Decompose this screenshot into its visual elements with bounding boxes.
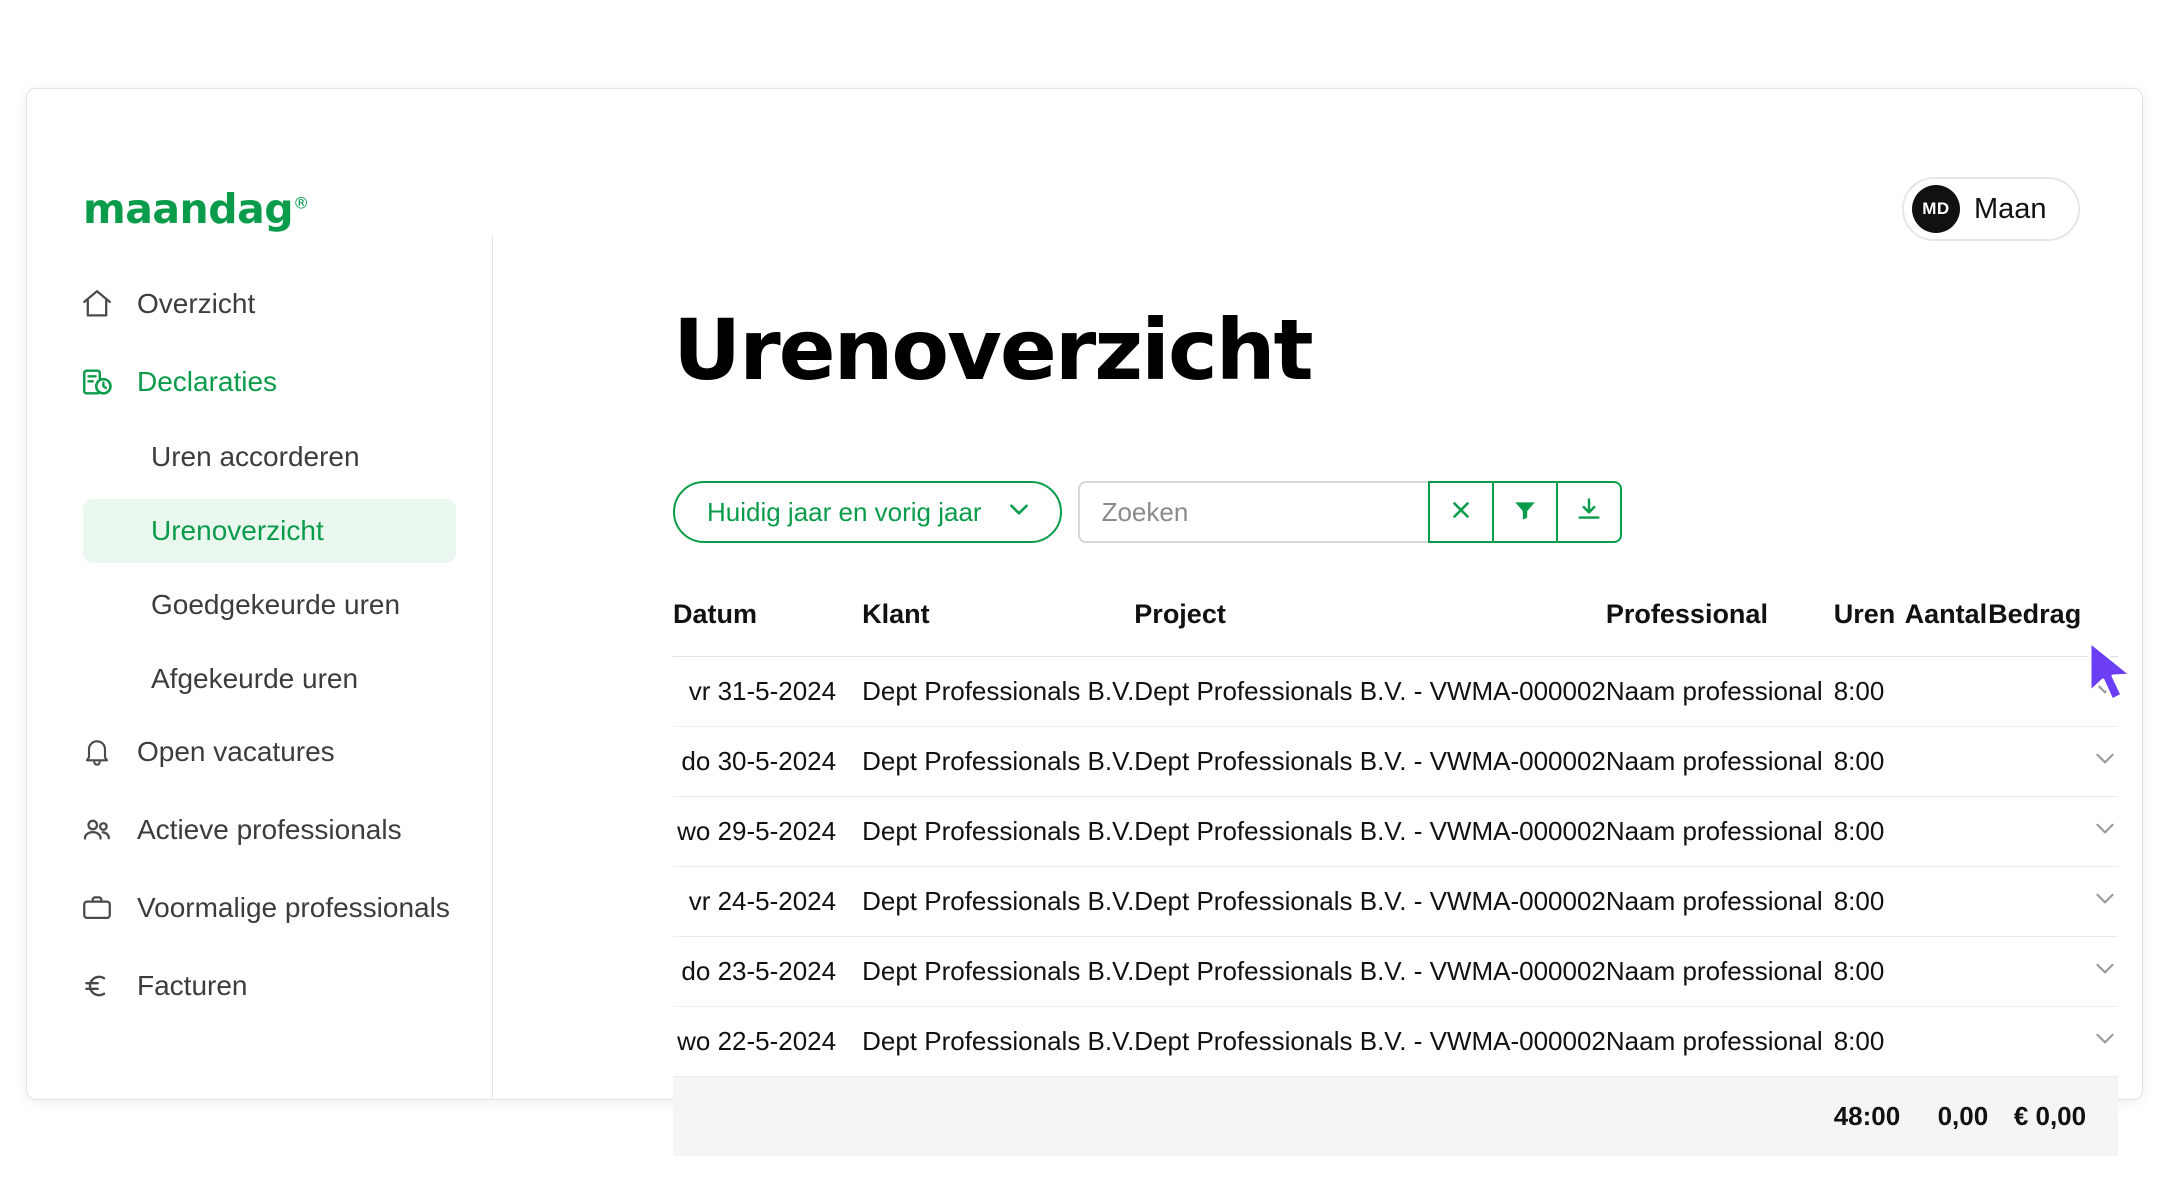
search-input[interactable] xyxy=(1078,481,1430,543)
people-icon xyxy=(79,812,115,848)
sidebar-item-declaraties[interactable] xyxy=(27,351,492,413)
chevron-down-icon xyxy=(2092,885,2118,911)
account-menu[interactable] xyxy=(1902,177,2080,241)
sidebar-item-label: Overzicht xyxy=(137,288,256,319)
chevron-down-icon xyxy=(1006,496,1032,529)
column-header-klant: Klant xyxy=(862,599,930,629)
cell-bedrag xyxy=(1988,727,2086,797)
cell-datum: do 30-5-2024 xyxy=(673,727,862,797)
cell-uren: 8:00 xyxy=(1834,727,1905,797)
cell-uren: 8:00 xyxy=(1834,797,1905,867)
column-header-datum: Datum xyxy=(673,599,758,629)
cell-project: Dept Professionals B.V. - VWMA-000002 xyxy=(1134,937,1606,1007)
chevron-down-icon xyxy=(2092,1025,2118,1051)
sidebar-subitem-label: Afgekeurde uren xyxy=(151,663,359,694)
cell-uren: 8:00 xyxy=(1834,867,1905,937)
chevron-down-icon xyxy=(2092,745,2118,771)
cell-project: Dept Professionals B.V. - VWMA-000002 xyxy=(1134,1007,1606,1077)
totals-spacer xyxy=(1606,1077,1834,1157)
cell-aantal xyxy=(1905,797,1989,867)
table-row[interactable] xyxy=(673,797,2118,867)
cell-bedrag xyxy=(1988,657,2086,727)
table-row[interactable] xyxy=(673,937,2118,1007)
avatar: MD xyxy=(1912,185,1960,233)
funnel-icon xyxy=(1512,497,1538,528)
cell-aantal xyxy=(1905,1007,1989,1077)
main-content xyxy=(493,235,2142,1131)
filter-button[interactable] xyxy=(1492,481,1558,543)
sidebar-subnav xyxy=(27,425,492,711)
cell-uren: 8:00 xyxy=(1834,657,1905,727)
cell-klant: Dept Professionals B.V. xyxy=(862,657,1134,727)
cell-project: Dept Professionals B.V. - VWMA-000002 xyxy=(1134,797,1606,867)
euro-icon xyxy=(79,968,115,1004)
table-row[interactable] xyxy=(673,727,2118,797)
cell-project: Dept Professionals B.V. - VWMA-000002 xyxy=(1134,727,1606,797)
search-group xyxy=(1078,481,1622,543)
sidebar-item-open-vacatures[interactable] xyxy=(27,721,492,783)
cell-uren: 8:00 xyxy=(1834,937,1905,1007)
download-icon xyxy=(1575,496,1603,529)
top-bar xyxy=(27,89,2142,235)
bell-icon xyxy=(79,734,115,770)
cell-uren: 8:00 xyxy=(1834,1007,1905,1077)
totals-bedrag: € 0,00 xyxy=(1988,1077,2086,1157)
clear-search-button[interactable] xyxy=(1428,481,1494,543)
app-window xyxy=(26,88,2143,1131)
sidebar-item-uren-accorderen[interactable] xyxy=(83,425,456,489)
download-button[interactable] xyxy=(1556,481,1622,543)
sidebar-item-label: Facturen xyxy=(137,970,248,1001)
cell-datum: vr 24-5-2024 xyxy=(673,867,862,937)
expand-row-button[interactable] xyxy=(2086,1007,2118,1077)
cell-bedrag xyxy=(1988,937,2086,1007)
brand-name: maandag xyxy=(83,185,294,233)
table-body xyxy=(673,657,2118,1077)
expand-row-button[interactable] xyxy=(2086,657,2118,727)
home-icon xyxy=(79,286,115,322)
chevron-down-icon xyxy=(2092,675,2118,701)
sidebar-item-voormalige-professionals[interactable] xyxy=(27,877,492,939)
column-header-professional: Professional xyxy=(1605,599,1768,629)
sidebar-item-afgekeurde-uren[interactable] xyxy=(83,647,456,711)
expand-row-button[interactable] xyxy=(2086,797,2118,867)
cell-datum: wo 22-5-2024 xyxy=(673,1007,862,1077)
expand-row-button[interactable] xyxy=(2086,867,2118,937)
chevron-down-icon xyxy=(2092,955,2118,981)
cell-klant: Dept Professionals B.V. xyxy=(862,727,1134,797)
sidebar-item-label: Actieve professionals xyxy=(137,814,402,845)
briefcase-icon xyxy=(79,890,115,926)
cell-datum: wo 29-5-2024 xyxy=(673,797,862,867)
table-totals-row xyxy=(673,1077,2118,1157)
close-icon xyxy=(1448,497,1474,528)
chevron-down-icon xyxy=(2092,815,2118,841)
totals-spacer xyxy=(862,1077,1134,1157)
column-header-aantal: Aantal xyxy=(1904,599,1988,629)
cell-bedrag xyxy=(1988,867,2086,937)
totals-spacer xyxy=(1134,1077,1606,1157)
cell-datum: do 23-5-2024 xyxy=(673,937,862,1007)
sidebar-subitem-label: Uren accorderen xyxy=(151,441,360,472)
totals-aantal: 0,00 xyxy=(1905,1077,1989,1157)
year-filter-label: Huidig jaar en vorig jaar xyxy=(707,496,982,527)
brand-registered-mark: ® xyxy=(293,193,309,213)
cell-aantal xyxy=(1905,727,1989,797)
column-header-project: Project xyxy=(1134,599,1226,629)
sidebar-subitem-label: Goedgekeurde uren xyxy=(151,589,401,620)
column-header-bedrag: Bedrag xyxy=(1988,599,2082,629)
sidebar-item-label: Open vacatures xyxy=(137,736,335,767)
table-row[interactable] xyxy=(673,1007,2118,1077)
cell-project: Dept Professionals B.V. - VWMA-000002 xyxy=(1134,867,1606,937)
cell-datum: vr 31-5-2024 xyxy=(673,657,862,727)
expand-row-button[interactable] xyxy=(2086,727,2118,797)
cell-professional: Naam professional xyxy=(1606,657,1834,727)
cell-project: Dept Professionals B.V. - VWMA-000002 xyxy=(1134,657,1606,727)
cell-professional: Naam professional xyxy=(1606,937,1834,1007)
cell-professional: Naam professional xyxy=(1606,1007,1834,1077)
expand-row-button[interactable] xyxy=(2086,937,2118,1007)
column-header-expand xyxy=(2086,599,2118,657)
table-row[interactable] xyxy=(673,867,2118,937)
sidebar-subitem-label: Urenoverzicht xyxy=(151,515,324,546)
table-header xyxy=(673,599,2118,657)
hours-table xyxy=(673,599,2118,1156)
cell-klant: Dept Professionals B.V. xyxy=(862,797,1134,867)
page-title: Urenoverzicht xyxy=(673,301,1312,399)
cell-klant: Dept Professionals B.V. xyxy=(862,1007,1134,1077)
cell-professional: Naam professional xyxy=(1606,867,1834,937)
totals-spacer xyxy=(673,1077,862,1157)
totals-uren: 48:00 xyxy=(1834,1077,1905,1157)
cell-klant: Dept Professionals B.V. xyxy=(862,867,1134,937)
sidebar-item-overzicht[interactable] xyxy=(27,273,492,335)
sidebar-item-actieve-professionals[interactable] xyxy=(27,799,492,861)
cell-klant: Dept Professionals B.V. xyxy=(862,937,1134,1007)
cell-bedrag xyxy=(1988,797,2086,867)
cell-bedrag xyxy=(1988,1007,2086,1077)
sidebar xyxy=(27,235,493,1099)
totals-spacer xyxy=(2086,1077,2118,1157)
cell-professional: Naam professional xyxy=(1606,727,1834,797)
cell-aantal xyxy=(1905,937,1989,1007)
table-row[interactable] xyxy=(673,657,2118,727)
brand-logo[interactable] xyxy=(83,185,309,233)
year-filter-select[interactable] xyxy=(673,481,1062,543)
account-name: Maan xyxy=(1974,192,2047,225)
cell-aantal xyxy=(1905,657,1989,727)
receipt-clock-icon xyxy=(79,364,115,400)
sidebar-item-facturen[interactable] xyxy=(27,955,492,1017)
cell-aantal xyxy=(1905,867,1989,937)
cell-professional: Naam professional xyxy=(1606,797,1834,867)
sidebar-item-urenoverzicht[interactable] xyxy=(83,499,456,563)
sidebar-item-goedgekeurde-uren[interactable] xyxy=(83,573,456,637)
sidebar-item-label: Declaraties xyxy=(137,366,278,397)
column-header-uren: Uren xyxy=(1833,599,1896,629)
sidebar-item-label: Voormalige professionals xyxy=(137,892,450,923)
filter-toolbar xyxy=(673,481,2142,543)
